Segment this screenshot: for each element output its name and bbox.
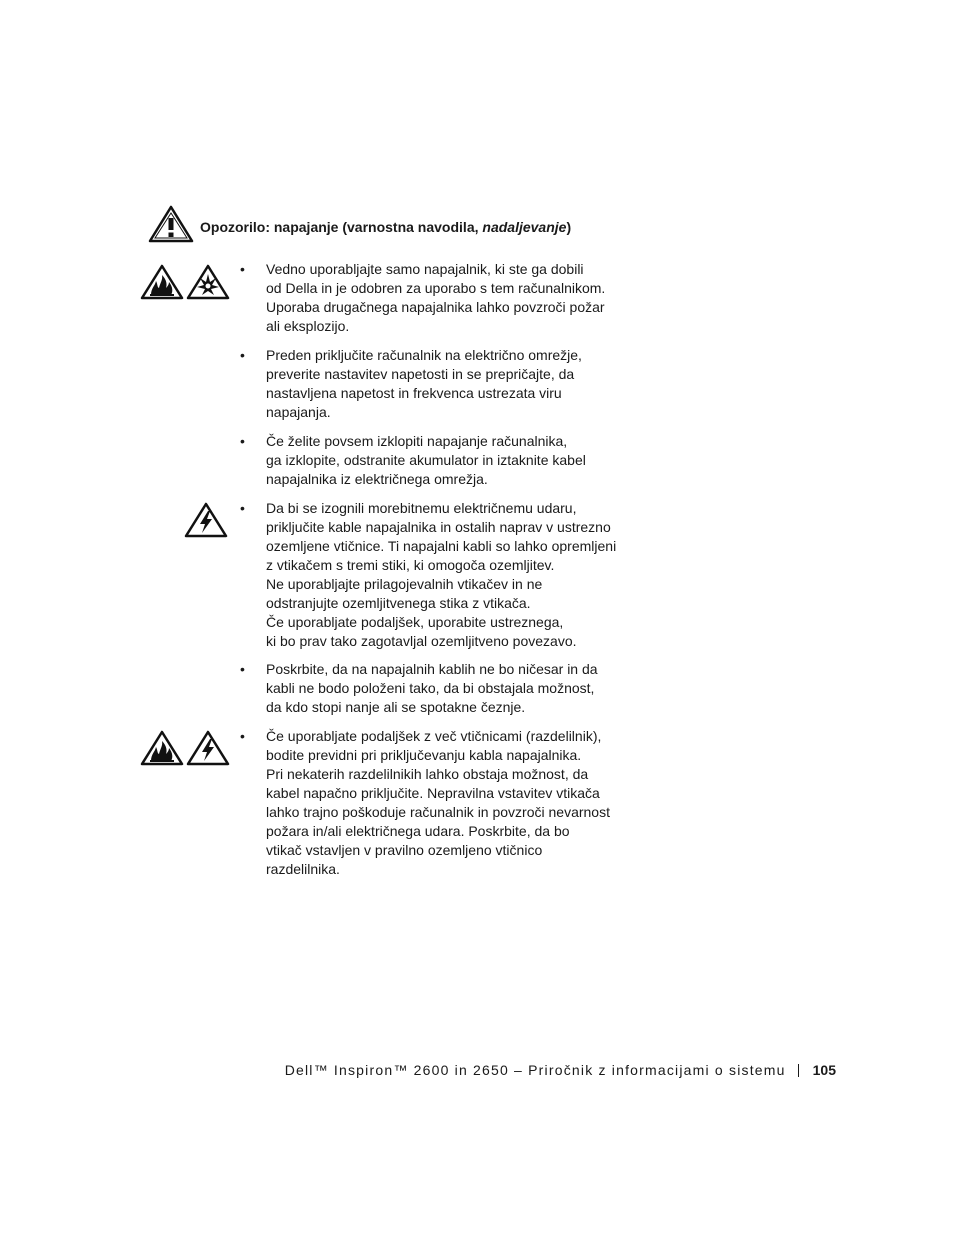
fire-hazard-icon: [140, 264, 184, 300]
caution-icon: [148, 205, 194, 243]
list-item-text: Da bi se izognili morebitnemu električnemu udaru, priključite kable napajalnika in ostalih naprav v ustrezno ozemljene vtičnice. Ti napajalni kabli so lahko opremljeni z vtikačem s tremi stiki, ki omogoča ozemljitev. Ne uporabljajte prilagojevalnih vtikačev in ne odstranjujte ozemljitvenega stika z vtikača. Če uporabljate podaljšek, uporabite ustreznega, ki bo prav tako zagotavljal ozemljitveno povezavo.: [266, 500, 617, 649]
fire-hazard-icon-2: [140, 730, 184, 766]
list-item-text: Če uporabljate podaljšek z več vtičnicami (razdelilnik), bodite previdni pri priključevanju kabla napajalnika. Pri nekaterih razdelilnikih lahko obstaja možnost, da kabel napačno priključite. Nepravilna vstavitev vtikača lahko trajno poškoduje računalnik in povzroči nevarnost požara in/ali električnega udara. Poskrbite, da bo vtikač vstavljen v pravilno ozemljeno vtičnico razdelilnika.: [266, 728, 610, 877]
electrical-shock-icon: [184, 502, 228, 538]
bullet-marker: •: [240, 500, 245, 516]
footer-separator: [798, 1064, 799, 1077]
list-item: [240, 260, 620, 336]
bullet-marker: •: [240, 661, 245, 677]
page-footer: [285, 1062, 836, 1078]
list-item: [240, 727, 620, 879]
section-heading: Opozorilo: napajanje (varnostna navodila, nadaljevanje): [200, 219, 572, 235]
page-number: 105: [812, 1062, 836, 1078]
footer-title: Dell™ Inspiron™ 2600 in 2650 – Priročnik z informacijami o sistemu: [284, 1062, 786, 1078]
list-item: [240, 432, 620, 489]
bullet-marker: •: [240, 433, 245, 449]
list-item-text: Preden priključite računalnik na električno omrežje, preverite nastavitev napetosti in se prepričajte, da nastavljena napetost in frekvenca ustrezata viru napajanja.: [266, 347, 582, 420]
list-item: [240, 660, 620, 717]
list-item: [240, 499, 620, 651]
list-item: [240, 346, 620, 422]
bullet-marker: •: [240, 261, 245, 277]
bullet-marker: •: [240, 728, 245, 744]
bullet-marker: •: [240, 347, 245, 363]
list-item-text: Če želite povsem izklopiti napajanje računalnika, ga izklopite, odstranite akumulator in iztaknite kabel napajalnika iz električnega omrežja.: [266, 433, 586, 487]
electrical-shock-icon-2: [186, 730, 230, 766]
explosion-hazard-icon: [186, 264, 230, 300]
list-item-text: Poskrbite, da na napajalnih kablih ne bo ničesar in da kabli ne bodo položeni tako, da bi obstajala možnost, da kdo stopi nanje ali se spotakne čeznje.: [266, 661, 598, 715]
list-item-text: Vedno uporabljajte samo napajalnik, ki ste ga dobili od Della in je odobren za uporabo s tem računalnikom. Uporaba drugačnega napajalnika lahko povzroči požar ali eksplozijo.: [266, 261, 606, 334]
